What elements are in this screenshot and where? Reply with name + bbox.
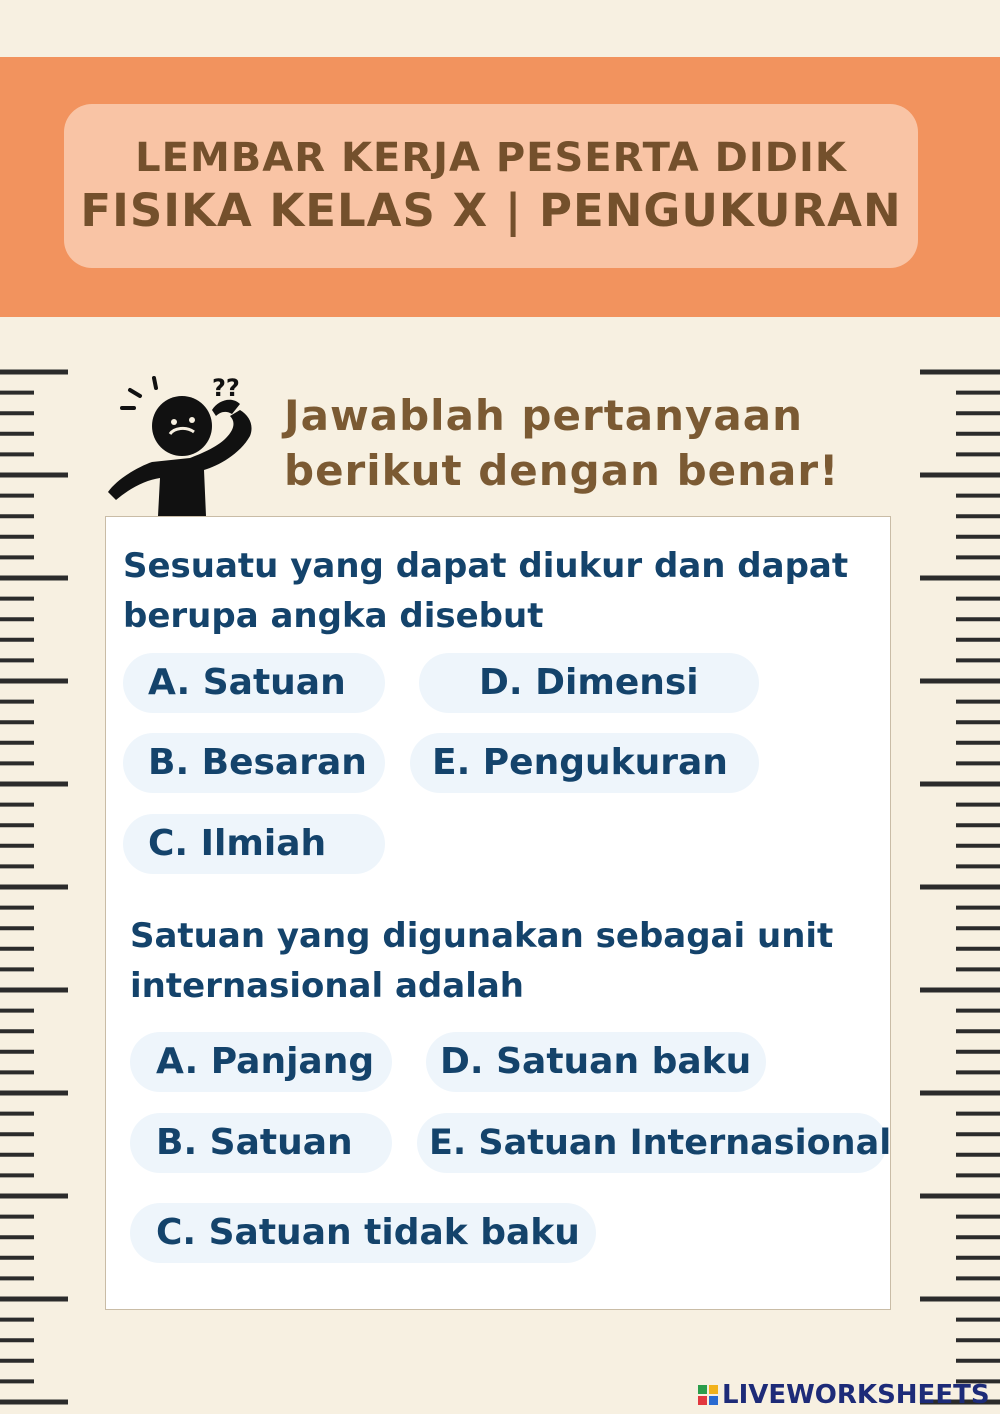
question-2-option-d[interactable]: D. Satuan baku	[426, 1032, 766, 1092]
question-2-line1: Satuan yang digunakan sebagai unit	[130, 916, 834, 956]
ruler-left-decoration	[0, 360, 70, 1414]
brand-logo-cell	[698, 1396, 707, 1405]
question-1-option-b[interactable]: B. Besaran	[123, 733, 385, 793]
question-2-option-b[interactable]: B. Satuan	[130, 1113, 392, 1173]
page-title-line1: LEMBAR KERJA PESERTA DIDIK	[135, 135, 847, 181]
question-1-option-c[interactable]: C. Ilmiah	[123, 814, 385, 874]
question-2-text	[130, 911, 833, 1011]
question-2-line2: internasional adalah	[130, 966, 525, 1006]
question-1-text	[123, 541, 848, 641]
page-title-line2: FISIKA KELAS X | PENGUKURAN	[80, 184, 902, 237]
brand-text: LIVEWORKSHEETS	[722, 1380, 990, 1410]
svg-text:??: ??	[212, 374, 240, 402]
liveworksheets-logo	[698, 1378, 990, 1412]
question-1-line2: berupa angka disebut	[123, 596, 544, 636]
ruler-right-decoration	[918, 360, 1000, 1414]
instruction-line2: berikut dengan benar!	[284, 446, 840, 495]
brand-logo-icon	[698, 1385, 718, 1405]
brand-logo-cell	[709, 1385, 718, 1394]
question-2-option-e[interactable]: E. Satuan Internasional	[417, 1113, 887, 1173]
question-2-option-c[interactable]: C. Satuan tidak baku	[130, 1203, 596, 1263]
instruction-text	[284, 388, 864, 498]
confused-person-icon	[100, 370, 260, 516]
instruction-line1: Jawablah pertanyaan	[284, 391, 803, 440]
question-1-option-e[interactable]: E. Pengukuran	[410, 733, 759, 793]
title-box	[64, 104, 918, 268]
question-card	[105, 516, 891, 1310]
question-1-option-d[interactable]: D. Dimensi	[419, 653, 759, 713]
question-2-option-a[interactable]: A. Panjang	[130, 1032, 392, 1092]
question-1-line1: Sesuatu yang dapat diukur dan dapat	[123, 546, 849, 586]
brand-logo-cell	[698, 1385, 707, 1394]
question-1-option-a[interactable]: A. Satuan	[123, 653, 385, 713]
brand-logo-cell	[709, 1396, 718, 1405]
